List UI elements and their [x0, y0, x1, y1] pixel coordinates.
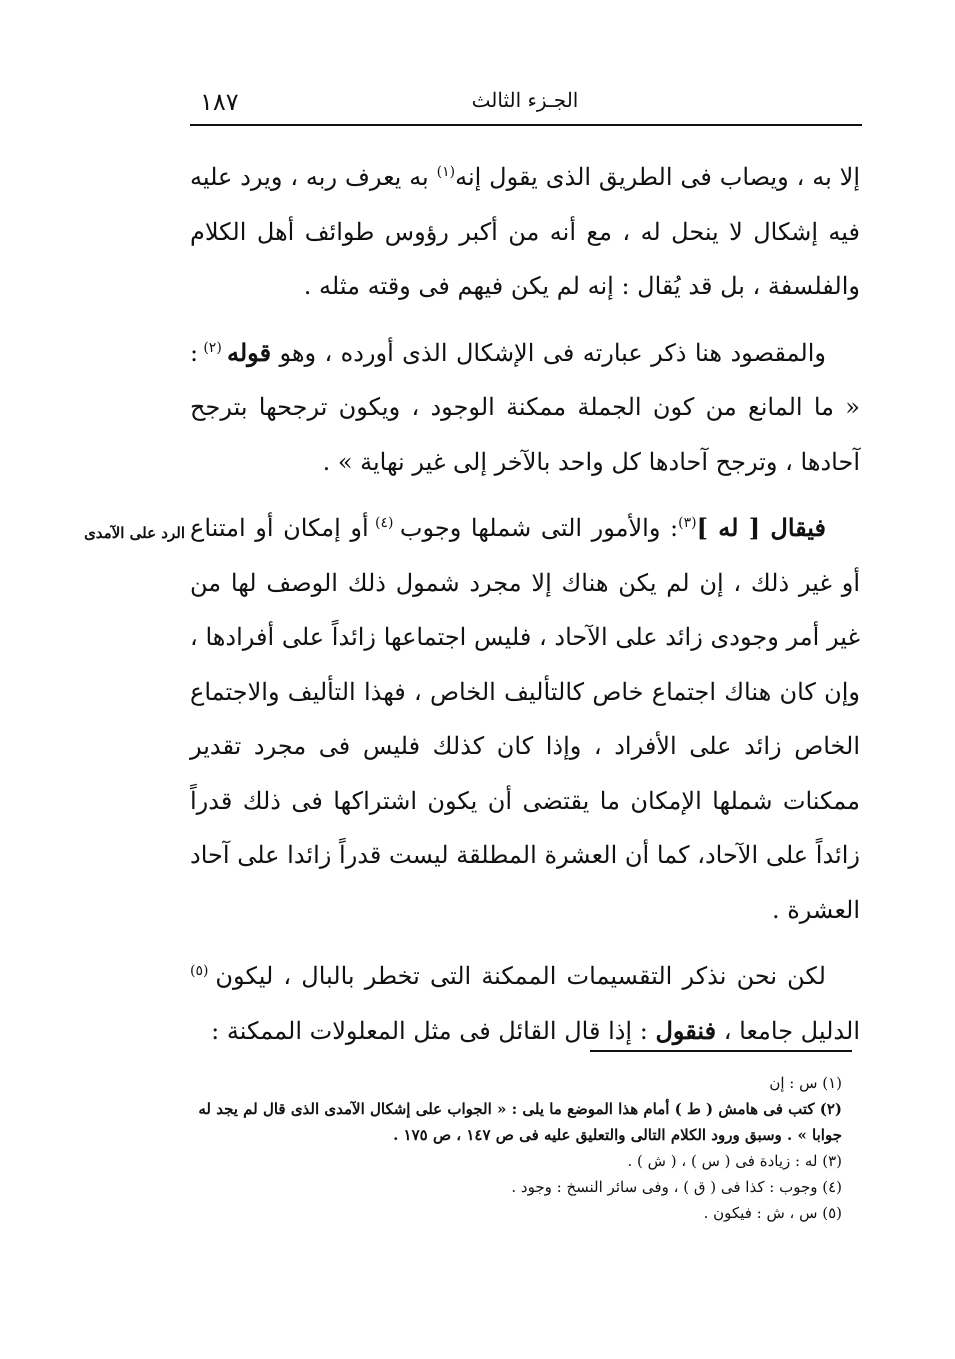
footnote-ref-3: (٣) — [678, 515, 697, 531]
paragraph-2 — [190, 326, 860, 490]
paragraph-3 — [190, 501, 860, 937]
paragraph-1-text-a: إلا به ، ويصاب فى الطريق الذى يقول إنه — [455, 163, 860, 191]
paragraph-3-text-a: : والأمور التى شملها وجوب — [399, 514, 679, 542]
footnote-2: (٢) كتب فى هامش ( ط ) أمام هذا الموضع ما يلى : « الجواب على إشكال الآمدى الذى قال لم يجد له جوابا » . وسبق ورود الكلام التالى والتعليق عليه فى ص ١٤٧ ، ص ١٧٥ . — [198, 1100, 842, 1144]
margin-note: الرد على الآمدى — [84, 524, 185, 542]
paragraph-4-bold: فنقول — [655, 1015, 717, 1045]
footnote-ref-1: (١) — [436, 164, 456, 180]
paragraph-4-text-a: لكن نحن نذكر التقسيمات الممكنة التى تخطر بالبال ، ليكون — [215, 962, 826, 990]
running-title: الجـزء الثالث — [471, 88, 579, 112]
footnote-ref-4: (٤) — [368, 515, 400, 531]
paragraph-2-bold: قوله — [227, 337, 272, 367]
footnote-4: (٤) وجوب : كذا فى ( ق ) ، وفى سائر النسخ : وجود . — [511, 1178, 842, 1196]
footnote-rule — [590, 1050, 852, 1052]
main-text — [190, 150, 860, 1058]
paragraph-4-text-b: الدليل جامعا ، — [716, 1016, 860, 1045]
footnote-5: (٥) س ، ش : فيكون . — [703, 1204, 842, 1222]
footnote-ref-5: (٥) — [190, 963, 216, 979]
footnote-1: (١) س : إن — [769, 1074, 842, 1092]
header-rule — [190, 124, 862, 126]
paragraph-1-text-b: به يعرف ربه ، ويرد عليه فيه إشكال لا ينحل له ، مع أنه من أكبر رؤوس طوائف أهل الكلام والفلسفة ، بل قد يُقال : إنه لم يكن فيهم فى وقته مثله . — [190, 163, 860, 300]
paragraph-4-text-c: : إذا قال القائل فى مثل المعلولات الممكنة : — [211, 1016, 656, 1045]
paragraph-2-text-a: والمقصود هنا ذكر عبارته فى الإشكال الذى أورده ، وهو — [271, 338, 826, 367]
paragraph-1 — [190, 150, 860, 314]
paragraph-2-text-b: : « ما المانع من كون الجملة ممكنة الوجود ، ويكون ترجحها بترجح آحادها ، وترجح آحادها كل واحد بالآخر إلى غير نهاية » . — [190, 338, 860, 476]
footnotes — [185, 1070, 860, 1226]
paragraph-4 — [190, 949, 860, 1058]
footnote-ref-2: (٢) — [198, 339, 227, 356]
footnote-3: (٣) له : زيادة فى ( س ) ، ( ش ) . — [627, 1152, 842, 1170]
paragraph-3-bold: فيقال [ له ] — [696, 513, 826, 542]
paragraph-3-text-b: أو إمكان أو امتناع أو غير ذلك ، إن لم يكن هناك إلا مجرد شمول ذلك الوصف لها من غير أمر وجودى زائد على الآحاد ، فليس اجتماعها زائداً على أفرادها ، وإن كان هناك اجتماع خاص كالتأليف الخاص ، فهذا التأليف والاجتماع الخاص زائد على الأفراد ، وإذا كان كذلك فليس فى مجرد تقدير ممكنات شملها الإمكان ما يقتضى أن يكون اشتراكها فى ذلك قدراً زائداً على الآحاد، كما أن العشرة المطلقة ليست قدراً زائدا على آحاد العشرة . — [190, 514, 860, 924]
page-number: ١٨٧ — [200, 88, 239, 116]
page-header — [190, 82, 860, 122]
